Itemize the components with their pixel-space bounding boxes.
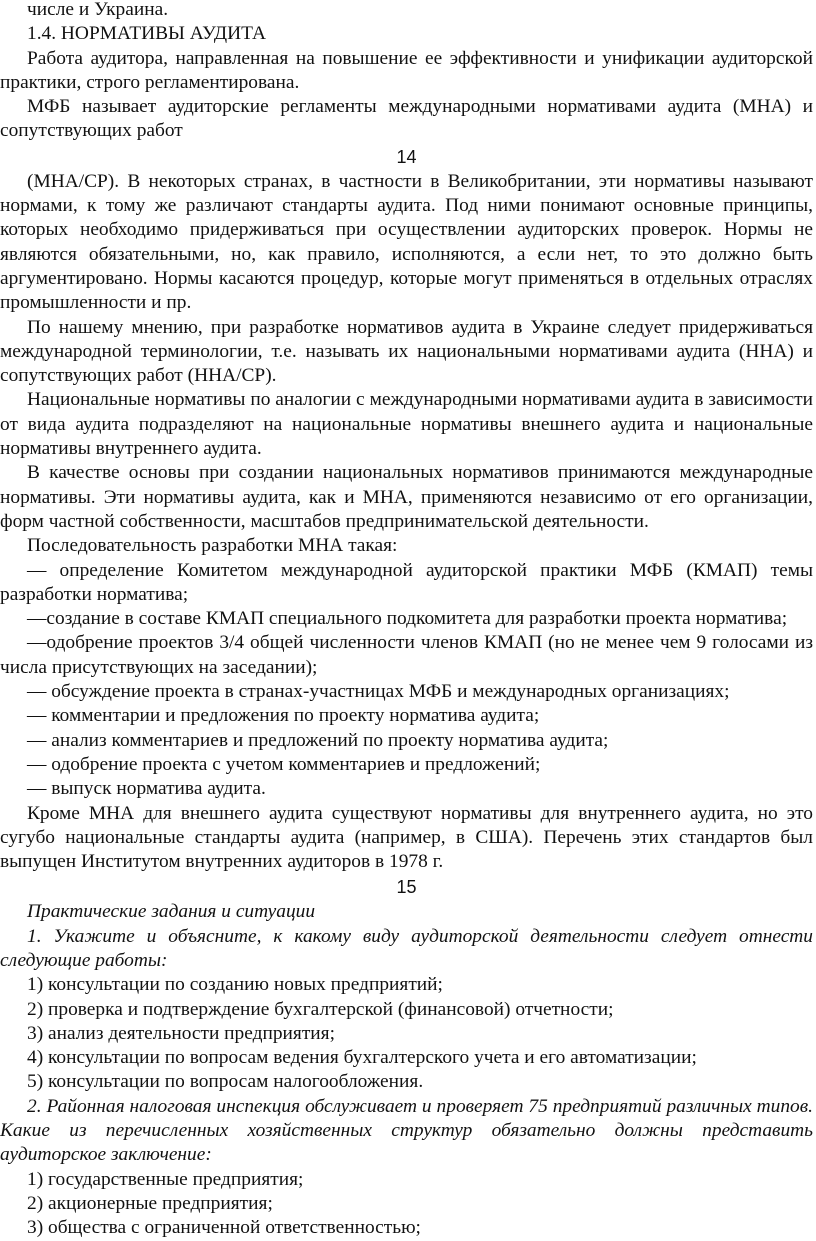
list-item: — выпуск норматива аудита. (27, 778, 266, 800)
subsection-heading: Практические задания и ситуации (27, 901, 316, 923)
paragraph: Национальные нормативы по аналогии с международными нормативами аудита в зависимости от вида аудита подразделяют на национальные нормативы внешнего аудита и национальные нормативы внутреннего аудита. (0, 389, 813, 460)
list-item: 5) консультации по вопросам налогообложения. (27, 1071, 424, 1093)
paragraph: (МНА/СР). В некоторых странах, в частности в Великобритании, эти нормативы называют нормами, к тому же различают стандарты аудита. Под ними понимают основные принципы, которых необходимо придерживаться при осуществлении аудиторских проверок. Нормы не являются обязательными, но, как правило, исполняются, а если нет, то это должно быть аргументировано. Нормы касаются процедур, которые могут применяться в отдельных отраслях промышленности и пр. (0, 170, 813, 314)
task-question: 2. Районная налоговая инспекция обслуживает и проверяет 75 предприятий различных типов. Какие из перечисленных хозяйственных структур обязательно должны представить аудиторское заключение: (0, 1095, 813, 1166)
paragraph: В качестве основы при создании национальных нормативов принимаются международные нормативы. Эти нормативы аудита, как и МНА, применяются независимо от его организации, форм частной собственности, масштабов предпринимательской деятельности. (0, 462, 813, 532)
paragraph: Работа аудитора, направленная на повышение ее эффективности и унификации аудиторской практики, строго регламентирована. (0, 47, 813, 93)
page-number: 15 (396, 877, 417, 898)
list-item: 3) анализ деятельности предприятия; (27, 1022, 335, 1044)
list-item: 4) консультации по вопросам ведения бухгалтерского учета и его автоматизации; (27, 1047, 697, 1069)
paragraph: Последовательность разработки МНА такая: (27, 535, 398, 557)
section-heading: 1.4. НОРМАТИВЫ АУДИТА (27, 23, 266, 45)
task-question: 1. Укажите и объясните, к какому виду аудиторской деятельности следует отнести следующие работы: (0, 925, 813, 971)
list-item: 3) общества с ограниченной ответственностью; (27, 1217, 421, 1239)
paragraph-continuation: числе и Украина. (27, 0, 169, 20)
list-item: — анализ комментариев и предложений по проекту норматива аудита; (27, 729, 609, 751)
list-item: —одобрение проектов 3/4 общей численности членов КМАП (но не менее чем 9 голосами из числа присутствующих на заседании); (0, 632, 813, 678)
list-item: 2) проверка и подтверждение бухгалтерской (финансовой) отчетности; (27, 998, 614, 1020)
list-item: 2) акционерные предприятия; (27, 1192, 273, 1214)
list-item: — комментарии и предложения по проекту норматива аудита; (27, 705, 540, 727)
paragraph: МФБ называет аудиторские регламенты международными нормативами аудита (МНА) и сопутствующих работ (0, 96, 813, 142)
list-item: — одобрение проекта с учетом комментариев и предложений; (27, 753, 541, 775)
list-item: —создание в составе КМАП специального подкомитета для разработки проекта норматива; (27, 608, 788, 630)
page-number: 14 (396, 146, 417, 167)
list-item: 1) государственные предприятия; (27, 1168, 304, 1190)
list-item: — определение Комитетом международной аудиторской практики МФБ (КМАП) темы разработки норматива; (0, 559, 813, 605)
paragraph: По нашему мнению, при разработке нормативов аудита в Украине следует придерживаться международной терминологии, т.е. называть их национальными нормативами аудита (ННА) и сопутствующих работ (ННА/СР). (0, 316, 813, 387)
paragraph: Кроме МНА для внешнего аудита существуют нормативы для внутреннего аудита, но это сугубо национальные стандарты аудита (например, в США). Перечень этих стандартов был выпущен Институтом внутренних аудиторов в 1978 г. (0, 802, 813, 873)
list-item: — обсуждение проекта в странах-участницах МФБ и международных организациях; (27, 681, 730, 703)
list-item: 1) консультации по созданию новых предприятий; (27, 974, 443, 996)
